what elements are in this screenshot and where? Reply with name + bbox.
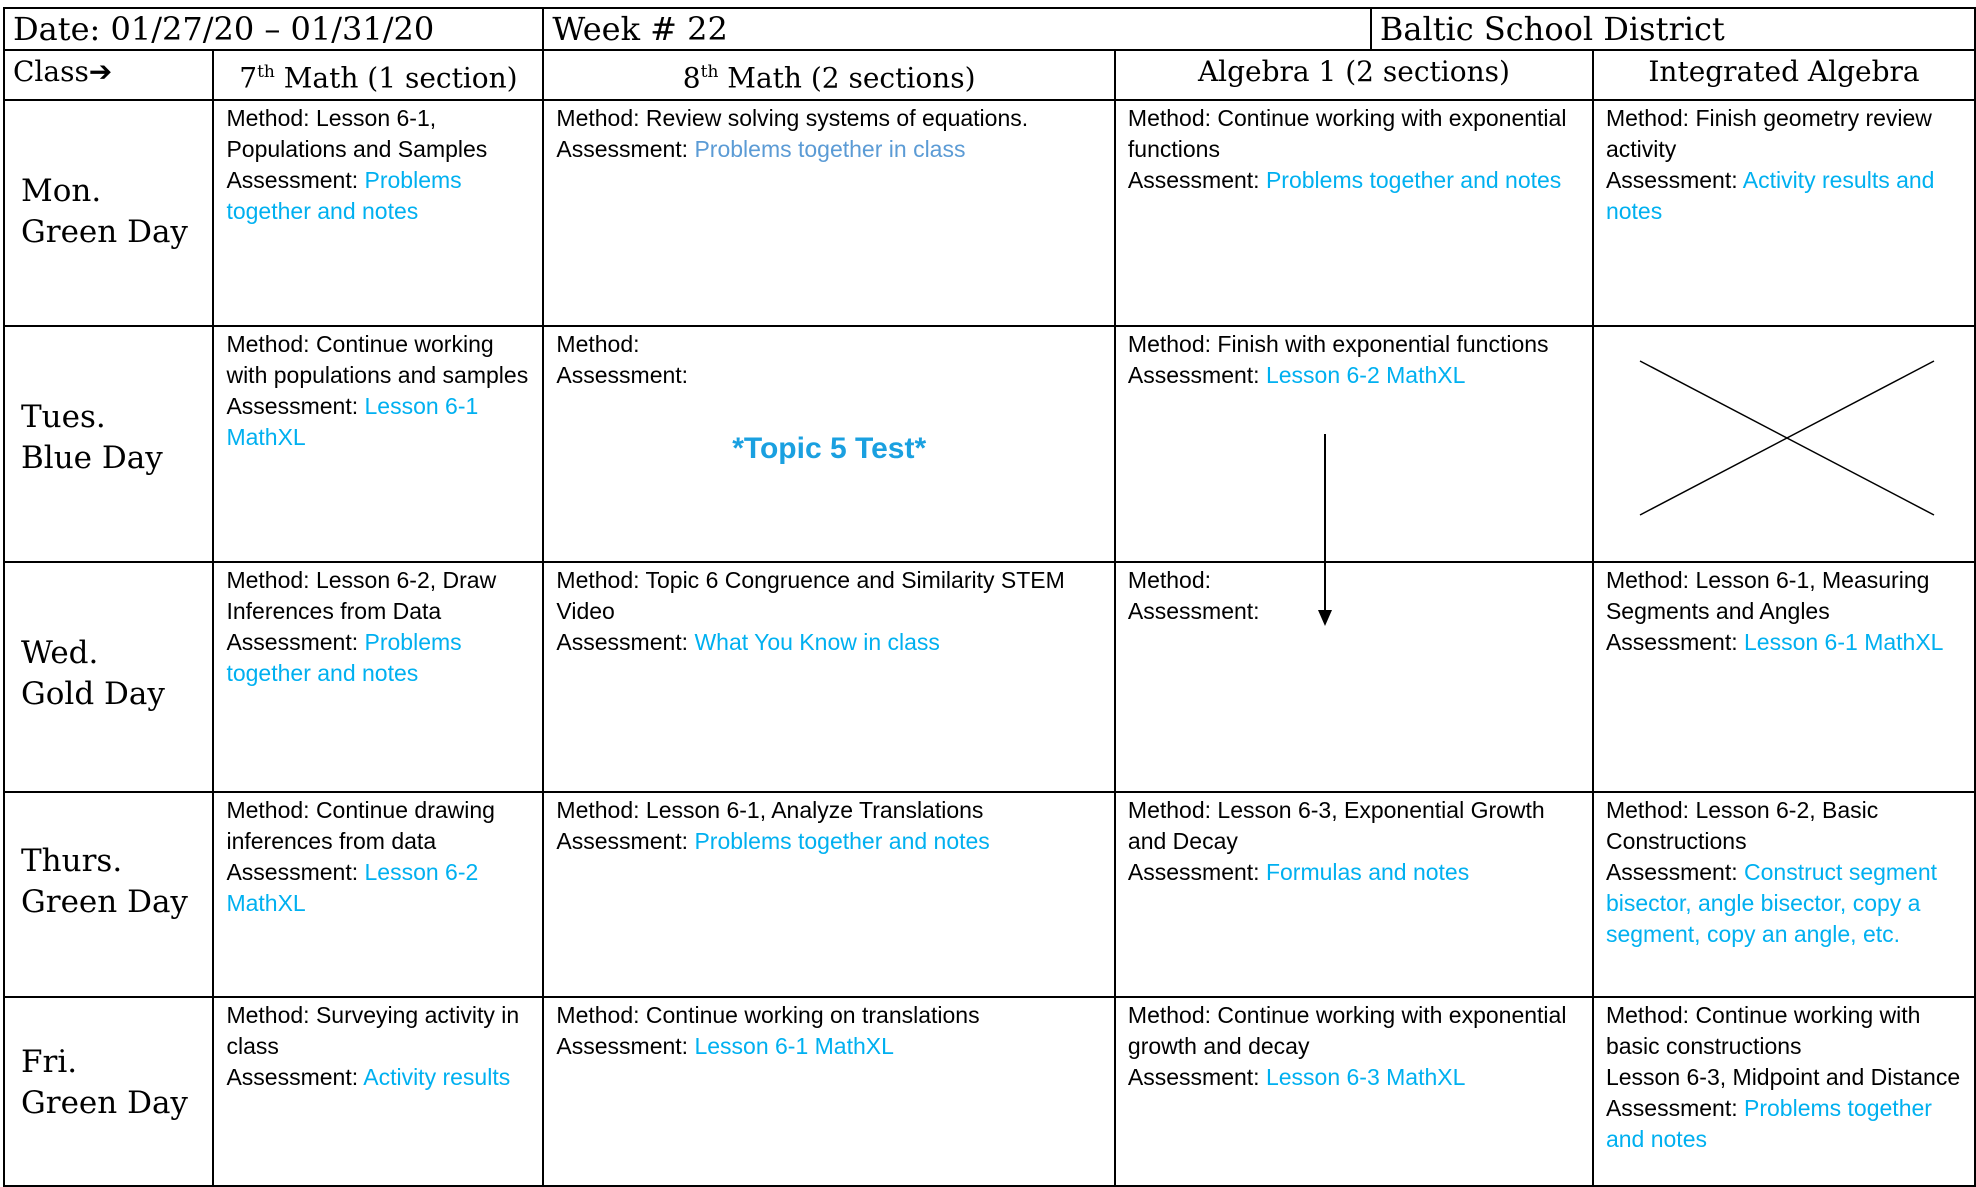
plan-cell: Method: Continue drawing inferences from data Assessment: Lesson 6-2 MathXL bbox=[213, 792, 543, 997]
class-label: Class➔ bbox=[4, 50, 213, 100]
plan-cell: Method: Lesson 6-1, Measuring Segments and Angles Assessment: Lesson 6-1 MathXL bbox=[1593, 562, 1975, 792]
plan-cell: Method: Lesson 6-2, Basic Constructions Assessment: Construct segment bisector, angle bisector, copy a segment, copy an angle, etc. bbox=[1593, 792, 1975, 997]
week-number: Week # 22 bbox=[543, 8, 1370, 50]
day-row-thursday bbox=[4, 792, 1975, 997]
test-banner: *Topic 5 Test* bbox=[732, 432, 927, 466]
plan-cell: Method: Lesson 6-1, Analyze Translations Assessment: Problems together and notes bbox=[543, 792, 1115, 997]
plan-cell: Method: Finish with exponential functions Assessment: Lesson 6-2 MathXL bbox=[1115, 326, 1593, 562]
day-label: Tues. Blue Day bbox=[4, 326, 213, 562]
plan-cell: Method: Assessment: bbox=[1115, 562, 1593, 792]
column-header-row bbox=[4, 50, 1975, 100]
plan-cell: Method: Assessment: *Topic 5 Test* bbox=[543, 326, 1115, 562]
column-8th-math: 8th Math (2 sections) bbox=[543, 50, 1115, 100]
plan-cell: Method: Continue working with basic constructions Lesson 6-3, Midpoint and Distance Assessment: Problems together and notes bbox=[1593, 997, 1975, 1186]
column-algebra-1: Algebra 1 (2 sections) bbox=[1115, 50, 1593, 100]
plan-cell: Method: Lesson 6-3, Exponential Growth and Decay Assessment: Formulas and notes bbox=[1115, 792, 1593, 997]
no-class-cell bbox=[1593, 326, 1975, 562]
day-row-wednesday bbox=[4, 562, 1975, 792]
day-label: Mon. Green Day bbox=[4, 100, 213, 326]
column-7th-math: 7th Math (1 section) bbox=[213, 50, 543, 100]
day-row-monday bbox=[4, 100, 1975, 326]
cross-out-mark bbox=[1594, 327, 1974, 553]
column-integrated-algebra: Integrated Algebra bbox=[1593, 50, 1975, 100]
plan-cell: Method: Continue working with populations and samples Assessment: Lesson 6-1 MathXL bbox=[213, 326, 543, 562]
day-label: Fri. Green Day bbox=[4, 997, 213, 1186]
plan-cell: Method: Lesson 6-2, Draw Inferences from Data Assessment: Problems together and notes bbox=[213, 562, 543, 792]
plan-cell: Method: Topic 6 Congruence and Similarity STEM Video Assessment: What You Know in class bbox=[543, 562, 1115, 792]
date-range: Date: 01/27/20 – 01/31/20 bbox=[4, 8, 543, 50]
plan-cell: Method: Finish geometry review activity Assessment: Activity results and notes bbox=[1593, 100, 1975, 326]
continuation-arrow bbox=[1310, 432, 1340, 632]
plan-cell: Method: Surveying activity in class Assessment: Activity results bbox=[213, 997, 543, 1186]
plan-cell: Method: Review solving systems of equations. Assessment: Problems together in class bbox=[543, 100, 1115, 326]
plan-cell: Method: Continue working on translations Assessment: Lesson 6-1 MathXL bbox=[543, 997, 1115, 1186]
plan-cell: Method: Lesson 6-1, Populations and Samples Assessment: Problems together and notes bbox=[213, 100, 543, 326]
day-row-tuesday bbox=[4, 326, 1975, 562]
plan-cell: Method: Continue working with exponential functions Assessment: Problems together and notes bbox=[1115, 100, 1593, 326]
day-label: Wed. Gold Day bbox=[4, 562, 213, 792]
day-row-friday bbox=[4, 997, 1975, 1186]
day-label: Thurs. Green Day bbox=[4, 792, 213, 997]
lesson-plan-table bbox=[3, 7, 1976, 1187]
header-row bbox=[4, 8, 1975, 50]
district-name: Baltic School District bbox=[1371, 8, 1975, 50]
plan-cell: Method: Continue working with exponential growth and decay Assessment: Lesson 6-3 MathXL bbox=[1115, 997, 1593, 1186]
